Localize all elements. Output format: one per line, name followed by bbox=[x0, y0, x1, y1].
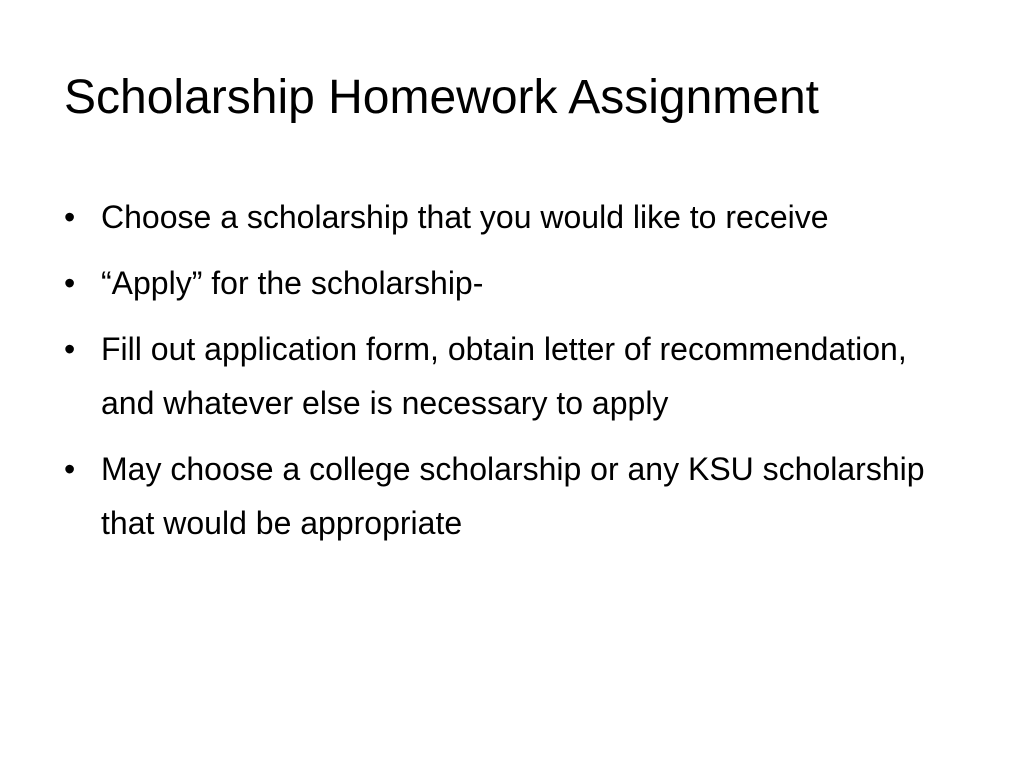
bullet-text: Fill out application form, obtain letter of recommendation, and whatever else is necessary to apply bbox=[101, 331, 907, 421]
bullet-text: May choose a college scholarship or any KSU scholarship that would be appropriate bbox=[101, 451, 925, 541]
bullet-item bbox=[64, 322, 944, 430]
bullet-icon: • bbox=[64, 331, 76, 367]
bullet-icon: • bbox=[64, 451, 76, 487]
bullet-icon: • bbox=[64, 199, 76, 235]
bullet-text: Choose a scholarship that you would like to receive bbox=[101, 199, 829, 235]
bullet-item bbox=[64, 442, 944, 550]
bullet-text: “Apply” for the scholarship- bbox=[101, 265, 484, 301]
bullet-item bbox=[64, 190, 944, 244]
bullet-icon: • bbox=[64, 265, 76, 301]
bullet-list bbox=[64, 190, 944, 562]
bullet-item bbox=[64, 256, 944, 310]
slide-title: Scholarship Homework Assignment bbox=[64, 71, 819, 124]
